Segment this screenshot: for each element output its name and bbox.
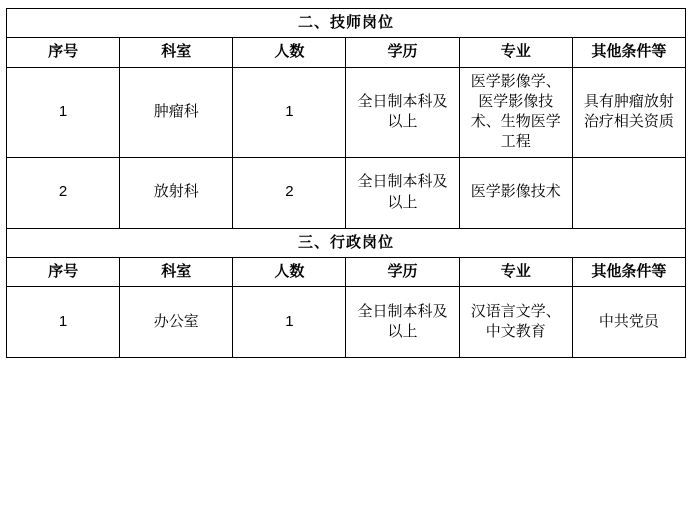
cell-dept: 放射科 [120,157,233,228]
cell-major: 医学影像技术 [459,157,572,228]
cell-education: 全日制本科及以上 [346,287,459,358]
column-header-education: 学历 [346,38,459,67]
cell-other: 具有肿瘤放射治疗相关资质 [572,67,685,157]
section-title-row [7,228,686,257]
column-header-other: 其他条件等 [572,38,685,67]
cell-education: 全日制本科及以上 [346,157,459,228]
table-header-row [7,38,686,67]
cell-dept: 办公室 [120,287,233,358]
cell-education: 全日制本科及以上 [346,67,459,157]
cell-other [572,157,685,228]
cell-no: 1 [7,287,120,358]
cell-no: 1 [7,67,120,157]
column-header-count: 人数 [233,257,346,286]
table-header-row [7,257,686,286]
column-header-education: 学历 [346,257,459,286]
cell-count: 2 [233,157,346,228]
section-title-row [7,9,686,38]
column-header-dept: 科室 [120,257,233,286]
cell-major: 汉语言文学、中文教育 [459,287,572,358]
cell-count: 1 [233,287,346,358]
column-header-major: 专业 [459,38,572,67]
table-row [7,287,686,358]
table-row [7,67,686,157]
cell-major: 医学影像学、医学影像技术、生物医学工程 [459,67,572,157]
column-header-major: 专业 [459,257,572,286]
cell-no: 2 [7,157,120,228]
section-title-administrative: 三、行政岗位 [7,228,686,257]
column-header-dept: 科室 [120,38,233,67]
technician-positions-table [6,8,686,358]
column-header-no: 序号 [7,257,120,286]
cell-other: 中共党员 [572,287,685,358]
table-row [7,157,686,228]
cell-count: 1 [233,67,346,157]
section-title-technician: 二、技师岗位 [7,9,686,38]
column-header-no: 序号 [7,38,120,67]
cell-dept: 肿瘤科 [120,67,233,157]
column-header-count: 人数 [233,38,346,67]
column-header-other: 其他条件等 [572,257,685,286]
